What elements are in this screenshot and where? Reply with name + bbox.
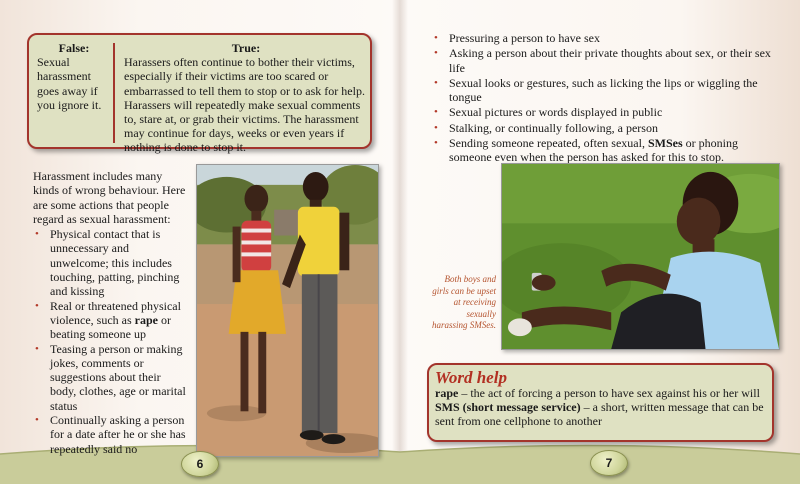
true-label: True:	[231, 41, 261, 55]
word-help-rape-definition	[435, 387, 766, 401]
bullet-text: Sexual pictures or words displayed in public	[449, 105, 663, 120]
true-text: Harassers often continue to bother their victims, especially if their victims are too scared or embarrassed to tell them to stop or to ask for help. Harassers will repeatedly make sexual comments to, stare at, or grab their victims. The harassment may continue for days, weeks or even years if nothing is done to stop it.	[124, 55, 365, 155]
false-true-box	[27, 33, 372, 155]
bullet-text-after: or beating someone up	[50, 312, 171, 342]
list-item	[432, 31, 772, 45]
list-item	[432, 121, 772, 135]
bullet-text: Pressuring a person to have sex	[449, 31, 600, 45]
list-item	[33, 342, 189, 413]
photo-boy-grabbing-girl	[196, 164, 379, 457]
bullet-text-before: Sending someone repeated, often sexual,	[449, 136, 648, 151]
left-body-text	[33, 169, 189, 456]
list-item	[33, 413, 189, 456]
false-label: False:	[58, 41, 90, 55]
list-item	[432, 105, 772, 119]
term-sms: SMS (short message service)	[435, 399, 581, 414]
bullet-bold-term: rape	[134, 312, 158, 327]
bullet-text: Physical contact that is unnecessary and unwelcome; this includes touching, patting, pinching and kissing	[50, 227, 180, 299]
list-item	[432, 136, 772, 165]
bullet-text: Asking a person about their private thoughts about sex, or their sex life	[449, 46, 771, 75]
book-gutter	[392, 0, 408, 484]
left-bullet-list	[33, 227, 189, 456]
false-column	[37, 41, 111, 112]
term-rape: rape	[435, 386, 459, 400]
page-number-right: 7	[590, 450, 628, 476]
photo-boy-reading-sms	[501, 163, 780, 350]
list-item	[432, 46, 772, 75]
bullet-text: Continually asking a person for a date after he or she has repeatedly said no	[50, 413, 186, 456]
bullet-bold-term: SMSes	[647, 136, 683, 151]
page-number-left: 6	[181, 451, 219, 477]
bullet-text-after: or phoning someone even when the person has asked for this to stop.	[449, 136, 738, 165]
bullet-text: Sexual looks or gestures, such as licking the lips or wiggling the tongue	[449, 75, 758, 105]
false-text: Sexual harassment goes away if you ignore it.	[37, 55, 102, 112]
bullet-text-before: Real or threatened physical violence, such as	[50, 298, 181, 327]
word-help-sms-definition	[435, 401, 766, 429]
list-item	[432, 76, 772, 105]
bullet-text: Teasing a person or making jokes, comments or suggestions about their body, clothes, age or marital status	[50, 341, 186, 413]
list-item	[33, 299, 189, 342]
true-column	[124, 41, 368, 155]
photo-caption: Both boys and girls can be upset at receiving sexually harassing SMSes.	[432, 274, 497, 330]
right-bullet-list	[432, 31, 772, 166]
bullet-text: Stalking, or continually following, a person	[449, 120, 658, 135]
false-true-divider	[113, 43, 115, 143]
word-help-title: Word help	[435, 368, 507, 387]
list-item	[33, 227, 189, 298]
definition-rape: – the act of forcing a person to have sex against his or her will	[458, 386, 760, 400]
definition-sms: – a short, written message that can be sent from one cellphone to another	[435, 399, 764, 428]
word-help-box	[427, 363, 774, 442]
harassment-intro: Harassment includes many kinds of wrong behaviour. Here are some actions that people regard as sexual harassment:	[33, 169, 186, 226]
